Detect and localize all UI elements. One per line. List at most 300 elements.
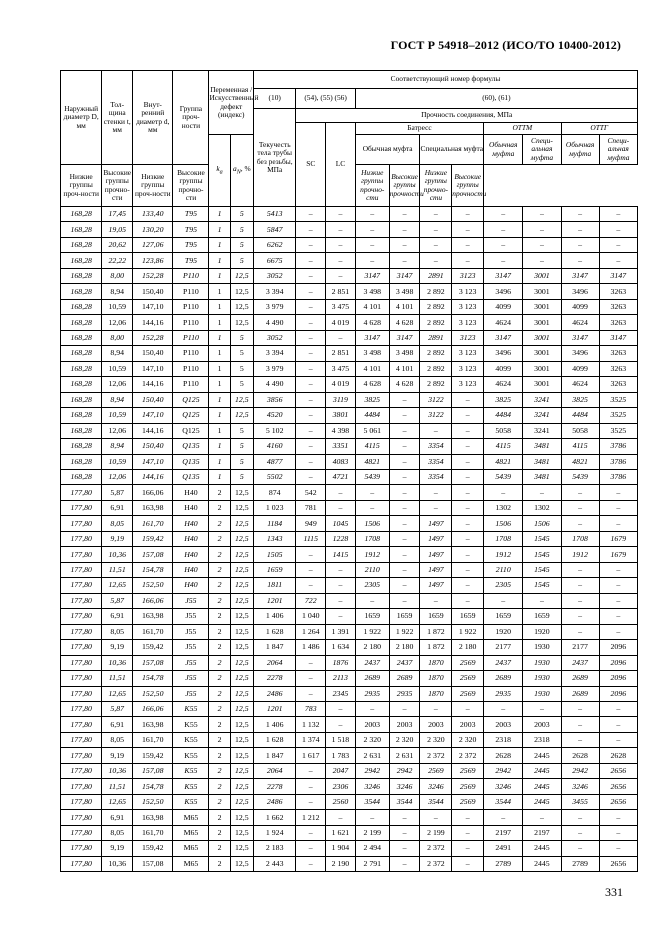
table-cell: 147,10	[133, 454, 173, 469]
table-row	[61, 717, 638, 732]
kk-subscript: a	[219, 169, 223, 176]
table-cell: 2	[209, 717, 230, 732]
table-cell: P110	[173, 330, 209, 345]
table-cell: 177,80	[61, 547, 102, 562]
table-cell: 1	[209, 284, 230, 299]
table-cell: 2	[209, 655, 230, 670]
table-cell: –	[420, 500, 452, 515]
table-cell: 10,59	[102, 299, 133, 314]
table-cell: 4624	[561, 315, 599, 330]
table-cell: 3 475	[326, 361, 356, 376]
header-ottg-special: Специ-альная муфта	[599, 135, 637, 165]
table-cell: 2437	[355, 655, 389, 670]
table-cell: 3 123	[452, 284, 484, 299]
table-cell: 1 847	[253, 640, 295, 655]
table-cell: 152,50	[133, 578, 173, 593]
table-cell: 8,94	[102, 346, 133, 361]
table-cell: 12,65	[102, 578, 133, 593]
table-cell: 2	[209, 748, 230, 763]
table-cell: 3263	[599, 299, 637, 314]
table-cell: 874	[253, 485, 295, 500]
table-cell: –	[389, 825, 420, 840]
table-cell: 1 023	[253, 500, 295, 515]
table-cell: 5	[230, 439, 253, 454]
table-cell: –	[452, 562, 484, 577]
table-cell: –	[296, 222, 326, 237]
table-cell: 4 101	[355, 361, 389, 376]
table-cell: 6262	[253, 237, 295, 252]
table-cell: 159,42	[133, 531, 173, 546]
table-cell: –	[452, 516, 484, 531]
table-cell: –	[599, 500, 637, 515]
table-cell: 2197	[523, 825, 561, 840]
table-cell: –	[296, 237, 326, 252]
table-cell: 168,28	[61, 222, 102, 237]
table-cell: –	[389, 593, 420, 608]
table-cell: –	[599, 717, 637, 732]
table-cell: 127,06	[133, 237, 173, 252]
table-cell: 3481	[523, 454, 561, 469]
table-cell: 5847	[253, 222, 295, 237]
table-cell: 2 443	[253, 856, 295, 871]
table-cell: 1505	[253, 547, 295, 562]
table-cell: 1 904	[326, 841, 356, 856]
table-cell: P110	[173, 315, 209, 330]
table-cell: –	[561, 841, 599, 856]
table-row	[61, 655, 638, 670]
table-cell: 1545	[523, 562, 561, 577]
table-cell: 12,5	[230, 779, 253, 794]
table-cell: K55	[173, 732, 209, 747]
table-cell: 1 922	[355, 624, 389, 639]
table-cell: 4484	[355, 408, 389, 423]
table-cell: 2689	[561, 671, 599, 686]
table-cell: 3147	[561, 330, 599, 345]
table-cell: 150,40	[133, 439, 173, 454]
table-cell: Q135	[173, 454, 209, 469]
table-cell: J55	[173, 593, 209, 608]
table-cell: 3 475	[326, 299, 356, 314]
table-cell: T95	[173, 207, 209, 222]
table-cell: 1	[209, 330, 230, 345]
table-cell: 12,5	[230, 810, 253, 825]
table-cell: 4099	[484, 361, 523, 376]
table-cell: –	[296, 454, 326, 469]
table-cell: 1	[209, 392, 230, 407]
table-cell: 166,06	[133, 485, 173, 500]
table-cell: Q125	[173, 392, 209, 407]
table-cell: 10,59	[102, 408, 133, 423]
table-cell: 12,5	[230, 640, 253, 655]
table-row	[61, 454, 638, 469]
table-cell: –	[389, 454, 420, 469]
table-cell: 2113	[326, 671, 356, 686]
table-cell: 5	[230, 361, 253, 376]
table-cell: 4821	[355, 454, 389, 469]
table-cell: –	[561, 562, 599, 577]
table-cell: 5439	[355, 469, 389, 484]
table-cell: H40	[173, 516, 209, 531]
table-cell: P110	[173, 361, 209, 376]
table-cell: 3496	[484, 346, 523, 361]
table-cell: –	[523, 237, 561, 252]
table-row	[61, 392, 638, 407]
table-cell: 12,65	[102, 686, 133, 701]
header-strength-low-3: Низкие группы прочно-сти	[355, 165, 389, 207]
table-cell: 168,28	[61, 268, 102, 283]
table-cell: 147,10	[133, 408, 173, 423]
table-cell: 2345	[326, 686, 356, 701]
table-cell: –	[355, 485, 389, 500]
table-cell: 2689	[389, 671, 420, 686]
table-cell: M65	[173, 841, 209, 856]
table-cell: –	[561, 624, 599, 639]
table-cell: –	[389, 392, 420, 407]
table-cell: 177,80	[61, 763, 102, 778]
table-row	[61, 315, 638, 330]
table-cell: 3496	[561, 346, 599, 361]
table-cell: –	[452, 856, 484, 871]
table-cell: P110	[173, 377, 209, 392]
table-cell: K55	[173, 702, 209, 717]
table-cell: –	[296, 578, 326, 593]
table-cell: 1545	[523, 578, 561, 593]
table-cell: 4484	[484, 408, 523, 423]
table-cell: 3351	[326, 439, 356, 454]
table-cell: –	[355, 222, 389, 237]
table-cell: 157,08	[133, 547, 173, 562]
table-cell: 2	[209, 578, 230, 593]
header-ottm-special: Специ-альная муфта	[523, 135, 561, 165]
table-cell: 168,28	[61, 439, 102, 454]
table-cell: 12,5	[230, 702, 253, 717]
table-cell: 1	[209, 222, 230, 237]
table-cell: 2	[209, 500, 230, 515]
table-cell: 2 183	[253, 841, 295, 856]
table-row	[61, 624, 638, 639]
table-cell: 2003	[420, 717, 452, 732]
table-cell: 12,5	[230, 748, 253, 763]
table-cell: –	[561, 516, 599, 531]
table-cell: 2318	[484, 732, 523, 747]
table-cell: 2 892	[420, 299, 452, 314]
header-body-yield: Текучесть тела трубы без резьбы, МПа	[253, 109, 295, 207]
table-cell: 2437	[561, 655, 599, 670]
table-cell: 1 628	[253, 732, 295, 747]
table-cell: 1708	[561, 531, 599, 546]
table-cell: K55	[173, 748, 209, 763]
table-cell: 177,80	[61, 531, 102, 546]
table-cell: –	[296, 671, 326, 686]
table-cell: 2305	[355, 578, 389, 593]
table-cell: 2 631	[389, 748, 420, 763]
table-cell: 2	[209, 624, 230, 639]
table-cell: –	[296, 562, 326, 577]
table-cell: –	[355, 702, 389, 717]
header-strength-high-1: Высокие группы прочно-сти	[102, 165, 133, 207]
table-cell: 949	[296, 516, 326, 531]
table-cell: M65	[173, 856, 209, 871]
table-cell: 4083	[326, 454, 356, 469]
table-cell: H40	[173, 500, 209, 515]
table-cell: –	[452, 207, 484, 222]
table-cell: K55	[173, 794, 209, 809]
table-cell: 2 320	[389, 732, 420, 747]
table-cell: 4624	[484, 315, 523, 330]
table-cell: –	[599, 593, 637, 608]
header-ottm-regular: Обычная муфта	[484, 135, 523, 165]
table-cell: 4821	[561, 454, 599, 469]
table-row	[61, 686, 638, 701]
table-cell: 8,00	[102, 268, 133, 283]
table-cell: 3241	[523, 423, 561, 438]
table-cell: 2110	[484, 562, 523, 577]
table-cell: 2 372	[420, 856, 452, 871]
table-cell: 3 394	[253, 284, 295, 299]
table-cell: 2 892	[420, 346, 452, 361]
table-cell: 152,28	[133, 268, 173, 283]
table-cell: 8,00	[102, 330, 133, 345]
table-cell: –	[561, 732, 599, 747]
table-cell: 3 394	[253, 346, 295, 361]
table-row	[61, 748, 638, 763]
table-cell: 3 498	[355, 284, 389, 299]
table-cell: –	[355, 810, 389, 825]
table-cell: 2003	[355, 717, 389, 732]
table-cell: –	[484, 222, 523, 237]
table-cell: –	[326, 207, 356, 222]
table-cell: 12,5	[230, 547, 253, 562]
table-cell: 1870	[420, 671, 452, 686]
table-row	[61, 593, 638, 608]
table-cell: 4160	[253, 439, 295, 454]
table-cell: 4 019	[326, 315, 356, 330]
table-cell: 2789	[561, 856, 599, 871]
table-cell: 11,51	[102, 671, 133, 686]
table-cell: 4115	[484, 439, 523, 454]
table-cell: 1659	[484, 609, 523, 624]
table-cell: J55	[173, 609, 209, 624]
table-cell: 2	[209, 794, 230, 809]
table-cell: –	[561, 810, 599, 825]
table-cell: 5	[230, 330, 253, 345]
table-cell: –	[326, 500, 356, 515]
table-cell: 168,28	[61, 330, 102, 345]
table-cell: 1 617	[296, 748, 326, 763]
table-cell: 144,16	[133, 377, 173, 392]
table-row	[61, 423, 638, 438]
table-cell: 1	[209, 315, 230, 330]
table-cell: –	[326, 717, 356, 732]
table-cell: 4 101	[389, 299, 420, 314]
table-cell: –	[561, 500, 599, 515]
table-cell: 3001	[523, 299, 561, 314]
table-cell: 3544	[389, 794, 420, 809]
kk-symbol: k	[216, 163, 220, 173]
table-cell: 2003	[452, 717, 484, 732]
table-cell: 2 851	[326, 284, 356, 299]
table-cell: 2	[209, 547, 230, 562]
table-cell: 144,16	[133, 423, 173, 438]
table-cell: 161,70	[133, 624, 173, 639]
table-cell: 2689	[355, 671, 389, 686]
table-cell: 130,20	[133, 222, 173, 237]
table-cell: –	[599, 825, 637, 840]
table-cell: 12,5	[230, 516, 253, 531]
table-cell: –	[420, 702, 452, 717]
header-formula-60: (60), (61)	[355, 89, 637, 109]
table-cell: 2891	[420, 330, 452, 345]
table-cell: 8,94	[102, 392, 133, 407]
table-cell: –	[484, 485, 523, 500]
table-cell: 3544	[420, 794, 452, 809]
table-cell: 3122	[420, 408, 452, 423]
table-cell: –	[326, 609, 356, 624]
table-cell: –	[296, 346, 326, 361]
table-row	[61, 299, 638, 314]
table-cell: 2437	[484, 655, 523, 670]
table-cell: J55	[173, 624, 209, 639]
table-cell: 3119	[326, 392, 356, 407]
header-buttress: Батресс	[355, 123, 483, 135]
table-cell: 3001	[523, 268, 561, 283]
table-cell: 3481	[523, 469, 561, 484]
table-cell: 168,28	[61, 392, 102, 407]
table-cell: 12,5	[230, 609, 253, 624]
table-cell: –	[355, 253, 389, 268]
table-cell: –	[523, 253, 561, 268]
table-cell: 3052	[253, 268, 295, 283]
table-cell: T95	[173, 237, 209, 252]
table-cell: 1	[209, 454, 230, 469]
table-cell: 3263	[599, 315, 637, 330]
table-cell: 2656	[599, 779, 637, 794]
table-cell: 2560	[326, 794, 356, 809]
table-cell: 3481	[523, 439, 561, 454]
table-cell: 1 662	[253, 810, 295, 825]
table-cell: –	[561, 593, 599, 608]
table-row	[61, 810, 638, 825]
table-cell: 19,05	[102, 222, 133, 237]
table-cell: 3241	[523, 408, 561, 423]
table-cell: –	[326, 562, 356, 577]
table-cell: –	[452, 810, 484, 825]
table-cell: 168,28	[61, 408, 102, 423]
table-row	[61, 346, 638, 361]
table-cell: 1930	[523, 640, 561, 655]
table-cell: 12,5	[230, 392, 253, 407]
table-cell: 2	[209, 763, 230, 778]
table-cell: 3246	[355, 779, 389, 794]
table-cell: 2	[209, 686, 230, 701]
table-cell: 2	[209, 825, 230, 840]
table-cell: 2110	[355, 562, 389, 577]
table-cell: –	[296, 779, 326, 794]
table-cell: 1920	[484, 624, 523, 639]
table-cell: 1811	[253, 578, 295, 593]
table-cell: 2 494	[355, 841, 389, 856]
table-cell: –	[326, 593, 356, 608]
table-cell: 3354	[420, 454, 452, 469]
table-cell: 4 398	[326, 423, 356, 438]
table-cell: 168,28	[61, 207, 102, 222]
table-cell: 1	[209, 423, 230, 438]
table-cell: 5 102	[253, 423, 295, 438]
table-cell: P110	[173, 284, 209, 299]
table-cell: 3825	[484, 392, 523, 407]
table-cell: 163,98	[133, 717, 173, 732]
table-cell: 161,70	[133, 516, 173, 531]
table-cell: 1	[209, 408, 230, 423]
table-cell: 1506	[484, 516, 523, 531]
table-cell: –	[296, 207, 326, 222]
table-cell: K55	[173, 763, 209, 778]
table-cell: –	[599, 702, 637, 717]
table-cell: 1 486	[296, 640, 326, 655]
table-row	[61, 702, 638, 717]
header-joint-strength: Прочность соединения, МПа	[296, 109, 638, 123]
table-cell: –	[389, 578, 420, 593]
table-cell: 1	[209, 237, 230, 252]
table-cell: 12,5	[230, 578, 253, 593]
table-cell: –	[355, 593, 389, 608]
table-cell: –	[452, 392, 484, 407]
table-cell: –	[389, 547, 420, 562]
table-cell: 3147	[484, 330, 523, 345]
table-cell: 1659	[420, 609, 452, 624]
table-cell: 3241	[523, 392, 561, 407]
table-cell: –	[389, 439, 420, 454]
table-cell: 3246	[420, 779, 452, 794]
table-cell: 157,08	[133, 763, 173, 778]
table-cell: 154,78	[133, 671, 173, 686]
table-cell: 2628	[561, 748, 599, 763]
header-strength-low-1: Низкие группы проч-ности	[61, 165, 102, 207]
table-cell: 150,40	[133, 284, 173, 299]
table-row	[61, 794, 638, 809]
table-cell: 2 180	[452, 640, 484, 655]
table-cell: –	[452, 253, 484, 268]
table-cell: 12,5	[230, 763, 253, 778]
table-cell: 4 019	[326, 377, 356, 392]
table-cell: 4 490	[253, 377, 295, 392]
table-cell: 2064	[253, 655, 295, 670]
table-cell: 177,80	[61, 593, 102, 608]
table-cell: 1343	[253, 531, 295, 546]
table-cell: 4 628	[355, 377, 389, 392]
table-cell: 1930	[523, 655, 561, 670]
header-strength-low-2: Низкие группы проч-ности	[133, 165, 173, 207]
table-cell: –	[599, 516, 637, 531]
table-cell: 3825	[355, 392, 389, 407]
table-cell: 161,70	[133, 732, 173, 747]
table-cell: –	[389, 408, 420, 423]
table-cell: 3 123	[452, 346, 484, 361]
table-cell: 5,87	[102, 593, 133, 608]
table-row	[61, 408, 638, 423]
table-cell: –	[389, 500, 420, 515]
table-cell: –	[599, 207, 637, 222]
table-cell: 12,5	[230, 500, 253, 515]
table-cell: 177,80	[61, 825, 102, 840]
table-cell: 2305	[484, 578, 523, 593]
table-cell: 2 372	[452, 748, 484, 763]
alpha-unit: , %	[240, 163, 251, 173]
table-cell: 6,91	[102, 500, 133, 515]
table-cell: –	[326, 222, 356, 237]
table-cell: –	[561, 609, 599, 624]
table-cell: 4 490	[253, 315, 295, 330]
